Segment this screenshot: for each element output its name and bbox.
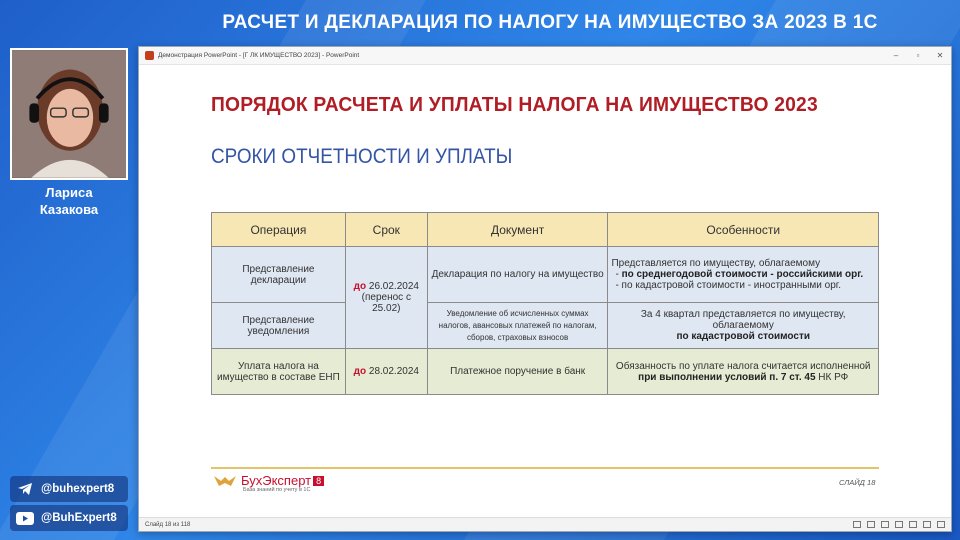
table-row [212,303,879,349]
speaker-first-name: Лариса [45,185,93,200]
feature-line: За 4 квартал представляется по имуществу, облагаемому [640,309,846,331]
slide-number: СЛАЙД 18 [839,478,876,487]
owl-logo-icon [213,474,237,488]
feature-suffix: НК РФ [815,371,849,383]
brand-logo [213,473,324,493]
cell-document: Уведомление об исчисленных суммах налогов, авансовых платежей по налогам, сборов, страховых взносов [427,303,608,349]
header-features: Особенности [608,213,879,247]
cell-term [345,247,427,349]
telegram-icon [16,482,34,496]
pause-icon[interactable] [867,521,875,528]
minimize-icon[interactable]: – [893,51,899,60]
telegram-link[interactable] [10,476,128,502]
feature-line [611,372,875,383]
maximize-icon[interactable]: ▫ [916,51,920,60]
youtube-handle: @BuhExpert8 [41,512,117,524]
term-note: (перенос с 25.02) [361,292,411,314]
speaker-last-name: Казакова [39,202,99,217]
close-icon[interactable]: ✕ [936,51,944,60]
feature-line: Обязанность по уплате налога считается исполненной [615,360,871,372]
header-document: Документ [427,213,608,247]
slide-subtitle: СРОКИ ОТЧЕТНОСТИ И УПЛАТЫ [211,145,513,168]
feature-line [611,269,875,280]
youtube-link[interactable] [10,505,128,531]
cell-operation: Представление декларации [212,247,346,303]
table-row [212,349,879,395]
slideshow-view-icon[interactable] [937,521,945,528]
header-operation: Операция [212,213,346,247]
powerpoint-window [138,46,952,532]
status-bar [139,517,951,531]
feature-bold: по среднегодовой стоимости - российскими орг. [621,269,864,280]
term-date: 26.02.2024 [368,281,419,292]
window-title: Демонстрация PowerPoint - [Г ЛК ИМУЩЕСТВО 2023] - PowerPoint [158,52,360,59]
cell-features [608,349,879,395]
feature-dash: - [615,269,622,280]
slide-counter: Слайд 18 из 118 [145,521,191,528]
page-title: РАСЧЕТ И ДЕКЛАРАЦИЯ ПО НАЛОГУ НА ИМУЩЕСТВО ЗА 2023 В 1С [222,12,878,33]
cell-features [608,303,879,349]
header-term: Срок [345,213,427,247]
speaker-name [10,184,128,218]
footer-divider [211,467,879,469]
feature-line: - по кадастровой стоимости - иностранными орг. [615,280,841,291]
speaker-video [10,48,128,180]
powerpoint-icon [145,51,154,60]
speaker-photo-icon [12,50,126,178]
cell-operation: Уплата налога на имущество в составе ЕНП [212,349,346,395]
feature-line: Представляется по имуществу, облагаемому [611,258,821,269]
sorter-view-icon[interactable] [909,521,917,528]
cell-term [345,349,427,395]
deadlines-table [211,212,879,395]
window-titlebar [139,47,951,65]
reading-view-icon[interactable] [923,521,931,528]
normal-view-icon[interactable] [895,521,903,528]
feature-bold: при выполнении условий п. 7 ст. 45 [638,371,816,383]
feature-bold: по кадастровой стоимости [676,331,810,342]
cell-document: Платежное поручение в банк [427,349,608,395]
term-date: 28.02.2024 [368,366,419,377]
slide [139,65,951,517]
cell-features [608,247,879,303]
logo-tagline: База знаний по учету в 1С [243,487,311,493]
table-header-row [212,213,879,247]
feature-line [611,331,875,342]
logo-badge: 8 [313,476,324,486]
telegram-handle: @buhexpert8 [41,483,115,495]
term-prefix: до [353,366,367,377]
cell-operation: Представление уведомления [212,303,346,349]
youtube-icon [16,511,34,525]
slide-title: ПОРЯДОК РАСЧЕТА И УПЛАТЫ НАЛОГА НА ИМУЩЕСТВО 2023 [211,93,818,116]
logo-name: БухЭксперт [241,473,312,488]
next-slide-icon[interactable] [881,521,889,528]
term-prefix: до [353,281,367,292]
prev-slide-icon[interactable] [853,521,861,528]
cell-document: Декларация по налогу на имущество [427,247,608,303]
table-row [212,247,879,303]
